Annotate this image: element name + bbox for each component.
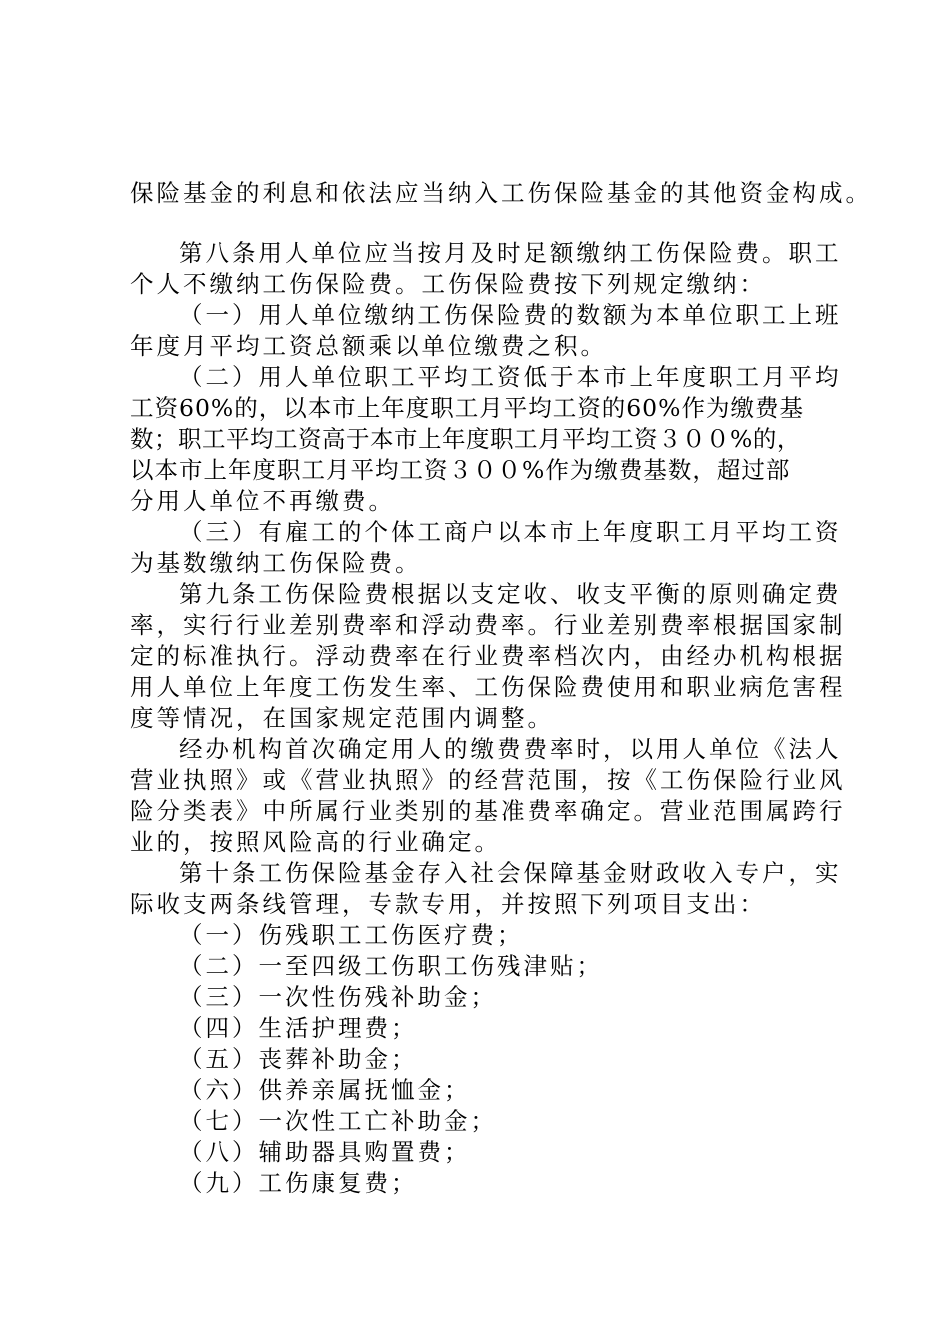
- paragraph-line: 第九条工伤保险费根据以支定收、收支平衡的原则确定费: [179, 580, 842, 608]
- paragraph-line: 个人不缴纳工伤保险费。工伤保险费按下列规定缴纳：: [130, 270, 766, 298]
- paragraph-line: （一）用人单位缴纳工伤保险费的数额为本单位职工上班: [179, 301, 842, 329]
- list-item: （五）丧葬补助金；: [179, 1045, 418, 1073]
- paragraph-line: 率，实行行业差别费率和浮动费率。行业差别费率根据国家制: [130, 611, 846, 639]
- list-item: （三）一次性伤残补助金；: [179, 983, 497, 1011]
- paragraph-line: 用人单位上年度工伤发生率、工伤保险费使用和职业病危害程: [130, 673, 846, 701]
- paragraph-line: （三）有雇工的个体工商户以本市上年度职工月平均工资: [179, 518, 842, 546]
- paragraph-line: 保险基金的利息和依法应当纳入工伤保险基金的其他资金构成。: [130, 179, 872, 207]
- paragraph-line: 为基数缴纳工伤保险费。: [130, 549, 422, 577]
- list-item: （四）生活护理费；: [179, 1014, 418, 1042]
- list-item: （一）伤残职工工伤医疗费；: [179, 921, 524, 949]
- paragraph-line: 年度月平均工资总额乘以单位缴费之积。: [130, 332, 607, 360]
- paragraph-line: 度等情况，在国家规定范围内调整。: [130, 704, 554, 732]
- paragraph-line: 工资60%的，以本市上年度职工月平均工资的60%作为缴费基: [130, 394, 804, 422]
- paragraph-line: 第十条工伤保险基金存入社会保障基金财政收入专户，实: [179, 859, 842, 887]
- paragraph-line: 定的标准执行。浮动费率在行业费率档次内，由经办机构根据: [130, 642, 846, 670]
- paragraph-line: （二）用人单位职工平均工资低于本市上年度职工月平均: [179, 363, 842, 391]
- paragraph-line: 经办机构首次确定用人的缴费费率时，以用人单位《法人: [179, 735, 842, 763]
- list-item: （八）辅助器具购置费；: [179, 1138, 471, 1166]
- list-item: （二）一至四级工伤职工伤残津贴；: [179, 952, 603, 980]
- paragraph-line: 数；职工平均工资高于本市上年度职工月平均工资３００%的，: [130, 425, 801, 453]
- list-item: （九）工伤康复费；: [179, 1169, 418, 1197]
- paragraph-line: 际收支两条线管理，专款专用，并按照下列项目支出：: [130, 890, 766, 918]
- paragraph-line: 险分类表》中所属行业类别的基准费率确定。营业范围属跨行: [130, 797, 846, 825]
- paragraph-line: 分用人单位不再缴费。: [130, 487, 395, 515]
- paragraph-line: 以本市上年度职工月平均工资３００%作为缴费基数，超过部: [130, 456, 791, 484]
- paragraph-line: 业的，按照风险高的行业确定。: [130, 828, 501, 856]
- list-item: （七）一次性工亡补助金；: [179, 1107, 497, 1135]
- list-item: （六）供养亲属抚恤金；: [179, 1076, 471, 1104]
- paragraph-line: 第八条用人单位应当按月及时足额缴纳工伤保险费。职工: [179, 239, 842, 267]
- paragraph-line: 营业执照》或《营业执照》的经营范围，按《工伤保险行业风: [130, 766, 846, 794]
